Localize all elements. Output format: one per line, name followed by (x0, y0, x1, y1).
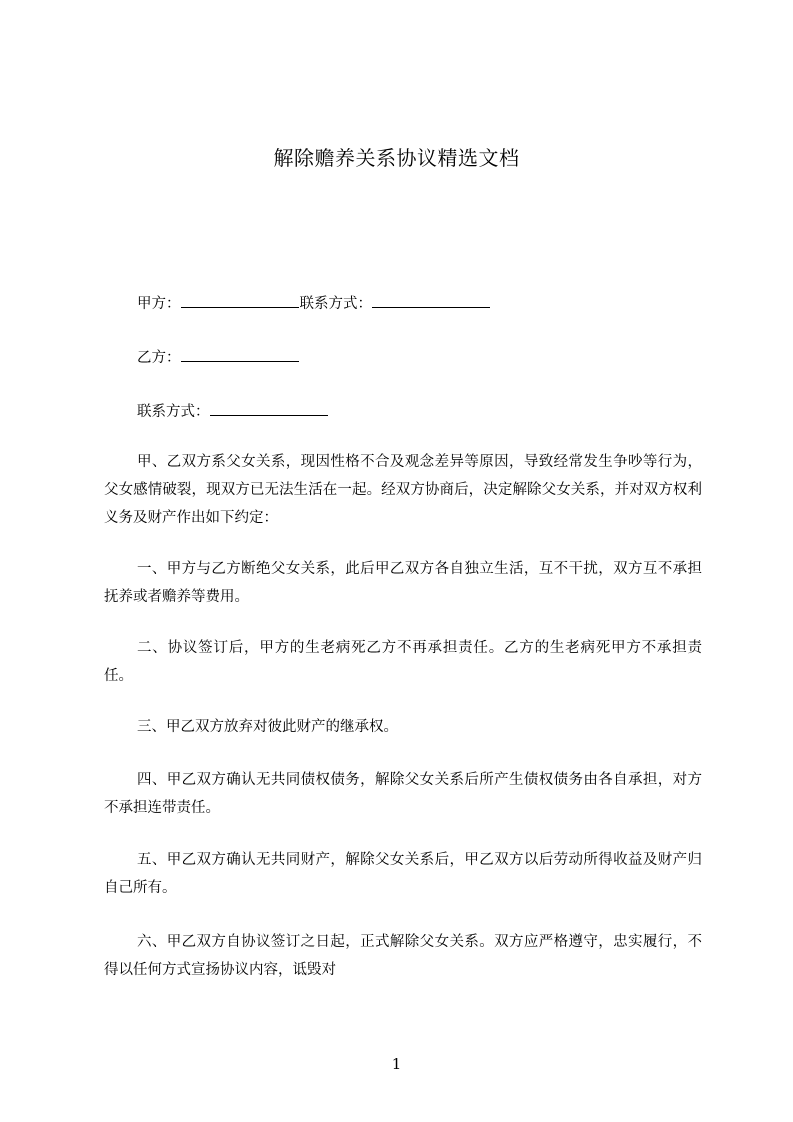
contact-blank-1[interactable] (372, 293, 490, 308)
paragraph-clause-2: 二、协议签订后，甲方的生老病死乙方不再承担责任。乙方的生老病死甲方不承担责任。 (104, 640, 702, 684)
paragraph-clause-4: 四、甲乙双方确认无共同债权债务，解除父女关系后所产生债权债务由各自承担，对方不承担连带责任。 (104, 772, 702, 816)
contact-label-2: 联系方式： (137, 404, 210, 420)
party-b-line (137, 346, 300, 367)
paragraph-clause-3: 三、甲乙双方放弃对彼此财产的继承权。 (137, 719, 398, 735)
document-title: 解除赡养关系协议精选文档 (273, 146, 520, 170)
party-a-line (137, 292, 491, 313)
contact-blank-2[interactable] (210, 401, 328, 416)
party-b-blank[interactable] (181, 347, 299, 362)
party-b-label: 乙方： (137, 350, 181, 366)
paragraph-intro: 甲、乙双方系父女关系，现因性格不合及观念差异等原因，导致经常发生争吵等行为，父女感情破裂，现双方已无法生活在一起。经双方协商后，决定解除父女关系，并对双方权利义务及财产作出如下约定： (104, 454, 702, 526)
page-number: 1 (391, 1055, 402, 1073)
party-a-blank[interactable] (181, 293, 299, 308)
contact-label-1: 联系方式： (299, 296, 372, 312)
paragraph-clause-6: 六、甲乙双方自协议签订之日起，正式解除父女关系。双方应严格遵守，忠实履行，不得以任何方式宣扬协议内容，诋毁对 (104, 934, 702, 978)
paragraph-clause-1: 一、甲方与乙方断绝父女关系，此后甲乙双方各自独立生活，互不干扰，双方互不承担抚养或者赡养等费用。 (104, 561, 702, 605)
contact-line-2 (137, 400, 329, 421)
party-a-label: 甲方： (137, 296, 181, 312)
paragraph-clause-5: 五、甲乙双方确认无共同财产，解除父女关系后，甲乙双方以后劳动所得收益及财产归自己所有。 (104, 852, 702, 896)
